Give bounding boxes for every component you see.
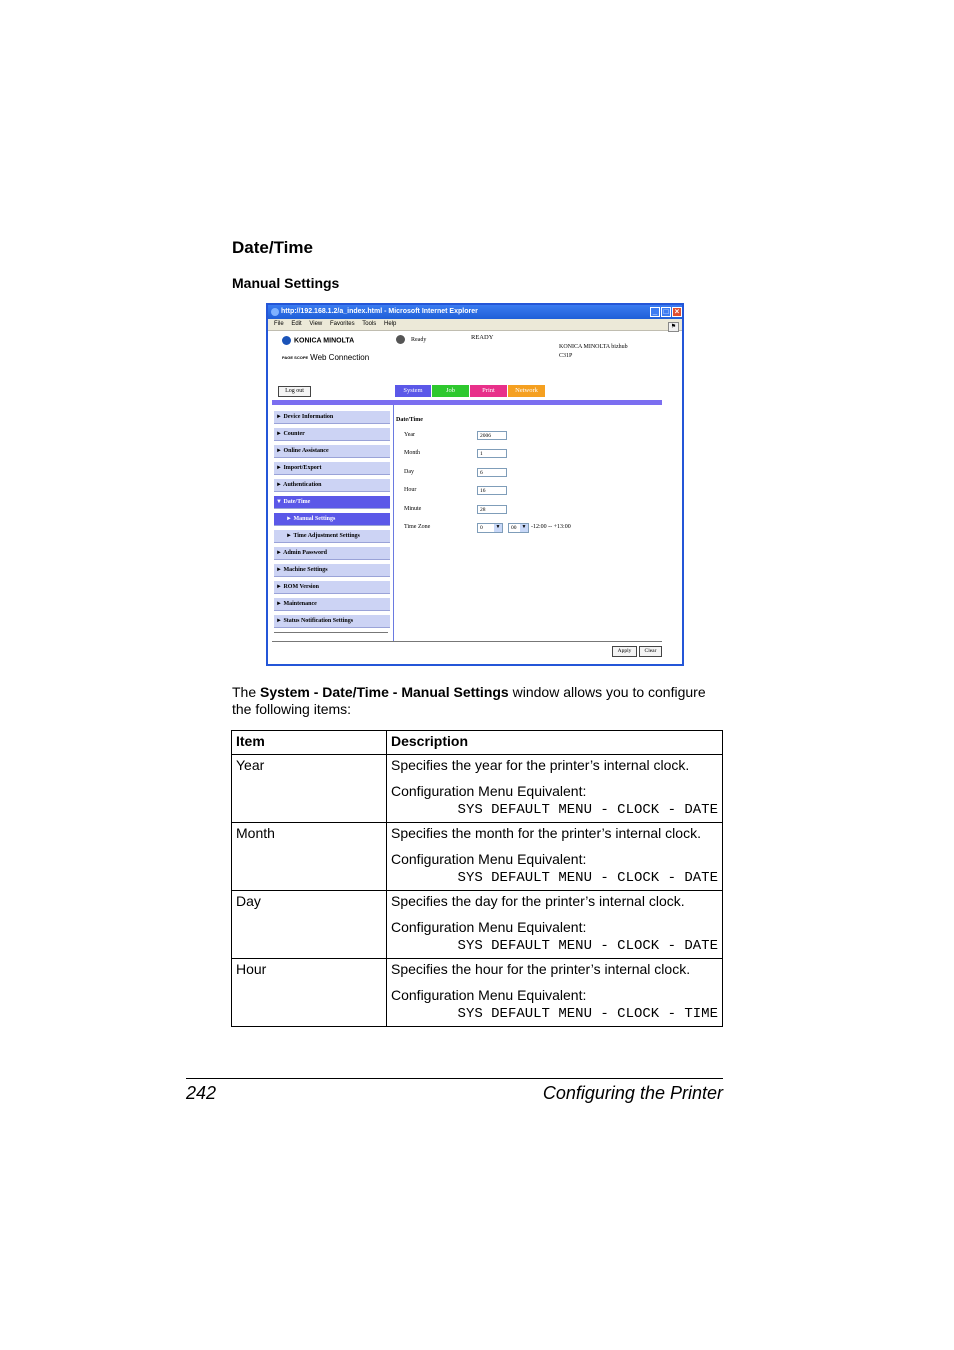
printer-status-icon xyxy=(396,335,405,344)
clear-button[interactable]: Clear xyxy=(639,646,662,657)
table-row xyxy=(232,755,723,823)
globe-icon xyxy=(282,336,291,345)
maximize-icon[interactable]: □ xyxy=(661,307,671,317)
row-item: Day xyxy=(232,891,387,959)
menu-favorites[interactable]: Favorites xyxy=(329,321,355,327)
table-row xyxy=(232,959,723,1027)
tab-system[interactable]: System xyxy=(395,385,431,397)
day-input[interactable]: 6 xyxy=(477,468,507,477)
minute-input[interactable]: 28 xyxy=(477,505,507,514)
intro-paragraph: The System - Date/Time - Manual Settings window allows you to configure the following items: xyxy=(232,684,706,717)
timezone-minute-select[interactable]: 00 ▼ xyxy=(508,523,529,533)
sidebar-item-admin-password[interactable]: ► Admin Password xyxy=(274,547,390,560)
row-description: Specifies the year for the printer’s internal clock. Configuration Menu Equivalent: SYS DEFAULT MENU - CLOCK - DATE xyxy=(387,755,723,823)
brand-logo: KONICA MINOLTA xyxy=(282,336,354,345)
close-icon[interactable]: × xyxy=(672,307,682,317)
ie-icon xyxy=(271,308,279,316)
row-description: Specifies the day for the printer’s internal clock. Configuration Menu Equivalent: SYS DEFAULT MENU - CLOCK - DATE xyxy=(387,891,723,959)
timezone-range: -12:00 -- +13:00 xyxy=(531,524,571,530)
subsection-title: Manual Settings xyxy=(232,275,340,291)
tab-job[interactable]: Job xyxy=(432,385,469,397)
sidebar-item-status-notification[interactable]: ► Status Notification Settings xyxy=(274,615,390,628)
logout-button[interactable]: Log out xyxy=(278,386,311,397)
chevron-down-icon: ▼ xyxy=(495,525,501,530)
footer-rule xyxy=(186,1078,723,1079)
pagescope-logo: PAGE SCOPE xyxy=(282,354,309,360)
month-input[interactable]: 1 xyxy=(477,449,507,458)
sidebar-item-import-export[interactable]: ► Import/Export xyxy=(274,462,390,475)
year-input[interactable]: 2006 xyxy=(477,431,507,440)
title-bar xyxy=(268,305,682,319)
menu-help[interactable]: Help xyxy=(383,321,397,327)
sidebar-item-manual-settings[interactable]: ► Manual Settings xyxy=(274,513,390,526)
timezone-hour-select[interactable]: 0 ▼ xyxy=(477,523,503,533)
row-item: Month xyxy=(232,823,387,891)
tab-network[interactable]: Network xyxy=(508,385,545,397)
sidebar-item-machine-settings[interactable]: ► Machine Settings xyxy=(274,564,390,577)
footer-title: Configuring the Printer xyxy=(542,1083,723,1103)
settings-table xyxy=(231,730,723,1027)
apply-button[interactable]: Apply xyxy=(612,646,637,657)
model-name: KONICA MINOLTA bizhub C31P xyxy=(559,344,628,359)
sidebar-item-device-information[interactable]: ► Device Information xyxy=(274,411,390,424)
hour-label: Hour xyxy=(404,487,417,493)
status-text: READY xyxy=(471,334,494,341)
sidebar-item-date-time[interactable]: ▼ Date/Time xyxy=(274,496,390,509)
sidebar-item-online-assistance[interactable]: ► Online Assistance xyxy=(274,445,390,458)
windows-logo-icon: ⚑ xyxy=(668,322,679,332)
minimize-icon[interactable]: _ xyxy=(650,307,660,317)
sidebar-item-counter[interactable]: ► Counter xyxy=(274,428,390,441)
row-description: Specifies the hour for the printer’s internal clock. Configuration Menu Equivalent: SYS DEFAULT MENU - CLOCK - TIME xyxy=(387,959,723,1027)
row-description: Specifies the month for the printer’s internal clock. Configuration Menu Equivalent: SYS DEFAULT MENU - CLOCK - DATE xyxy=(387,823,723,891)
row-item: Year xyxy=(232,755,387,823)
section-title: Date/Time xyxy=(232,238,313,257)
form-title: Date/Time xyxy=(396,417,423,423)
browser-screenshot xyxy=(266,303,684,666)
window-title: http://192.168.1.2/a_index.html - Microsoft Internet Explorer xyxy=(281,308,478,315)
hour-input[interactable]: 16 xyxy=(477,486,507,495)
month-label: Month xyxy=(404,450,421,456)
minute-label: Minute xyxy=(404,506,422,512)
column-header-description: Description xyxy=(387,731,723,755)
sidebar-item-time-adjustment[interactable]: ► Time Adjustment Settings xyxy=(274,530,390,543)
button-divider xyxy=(272,641,662,642)
menu-file[interactable]: File xyxy=(274,321,284,327)
day-label: Day xyxy=(404,469,414,475)
timezone-label: Time Zone xyxy=(404,524,431,530)
status-icon-label: Ready xyxy=(411,337,427,343)
sidebar-item-maintenance[interactable]: ► Maintenance xyxy=(274,598,390,611)
year-label: Year xyxy=(404,432,416,438)
column-header-item: Item xyxy=(232,731,387,755)
table-row xyxy=(232,823,723,891)
tab-print[interactable]: Print xyxy=(470,385,507,397)
content-divider xyxy=(393,405,394,641)
menu-bar xyxy=(268,319,682,331)
row-item: Hour xyxy=(232,959,387,1027)
sidebar-item-authentication[interactable]: ► Authentication xyxy=(274,479,390,492)
sidebar-divider xyxy=(274,632,388,633)
table-header xyxy=(232,731,723,755)
menu-view[interactable]: View xyxy=(309,321,323,327)
sidebar xyxy=(274,411,390,633)
table-row xyxy=(232,891,723,959)
sidebar-item-rom-version[interactable]: ► ROM Version xyxy=(274,581,390,594)
menu-tools[interactable]: Tools xyxy=(362,321,377,327)
web-connection-logo: PAGE SCOPE Web Connection xyxy=(282,353,370,362)
tab-underline xyxy=(272,400,662,405)
page-number: 242 xyxy=(186,1083,217,1103)
chevron-down-icon: ▼ xyxy=(521,525,527,530)
menu-edit[interactable]: Edit xyxy=(291,321,302,327)
